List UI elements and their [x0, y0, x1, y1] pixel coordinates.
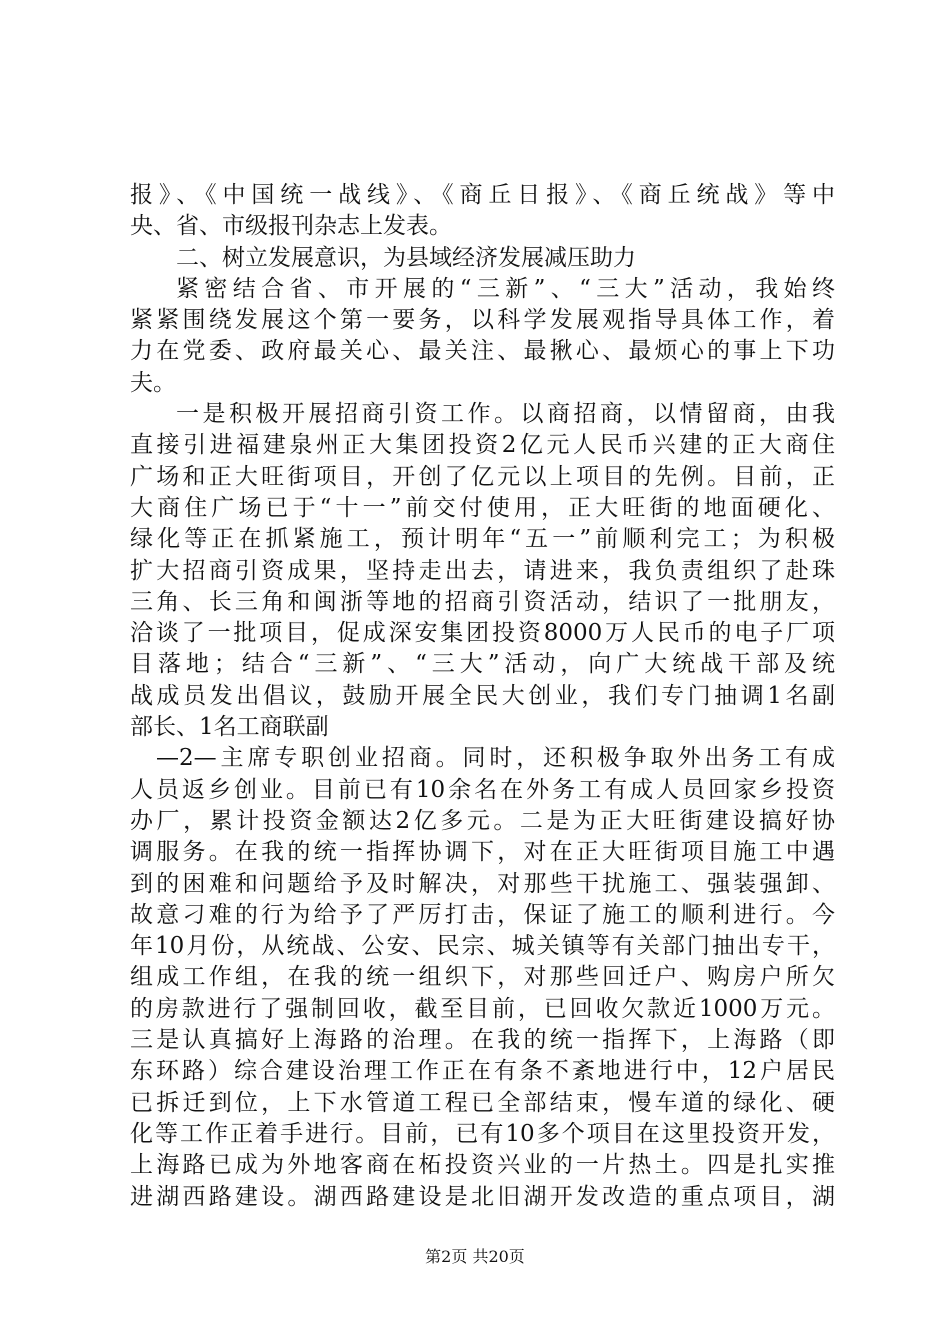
text-line: 东环路）综合建设治理工作正在有条不紊地进行中，12户居民	[130, 1058, 835, 1085]
text-line: 组成工作组，在我的统一组织下，对那些回迁户、购房户所欠	[130, 964, 835, 991]
text-line: 央、省、市级报刊杂志上发表。	[130, 213, 452, 240]
text-line: 化等工作正着手进行。目前，已有10多个项目在这里投资开发，	[130, 1120, 835, 1147]
text-line: 一是积极开展招商引资工作。以商招商，以情留商，由我	[176, 401, 835, 428]
text-line: 夫。	[130, 369, 176, 396]
text-line: —2—主席专职创业招商。同时，还积极争取外出务工有成	[156, 745, 835, 772]
text-line: 报》、《中国统一战线》、《商丘日报》、《商丘统战》等中	[130, 182, 835, 208]
body-text	[130, 180, 835, 1213]
text-line: 力在党委、政府最关心、最关注、最揪心、最烦心的事上下功	[130, 338, 835, 365]
text-line: 紧密结合省、市开展的“三新”、“三大”活动，我始终	[176, 275, 835, 302]
text-line: 人员返乡创业。目前已有10余名在外务工有成人员回家乡投资	[130, 776, 835, 803]
text-line: 三角、长三角和闽浙等地的招商引资活动，结识了一批朋友，	[130, 588, 835, 615]
text-line: 到的困难和问题给予及时解决，对那些干扰施工、强装强卸、	[130, 870, 835, 897]
text-line: 的房款进行了强制回收，截至目前，已回收欠款近1000万元。	[130, 995, 835, 1022]
text-line: 调服务。在我的统一指挥协调下，对在正大旺街项目施工中遇	[130, 839, 835, 866]
text-line: 部长、1名工商联副	[130, 714, 329, 741]
text-line: 三是认真搞好上海路的治理。在我的统一指挥下，上海路（即	[130, 1027, 835, 1054]
text-line: 年10月份，从统战、公安、民宗、城关镇等有关部门抽出专干，	[130, 933, 835, 960]
text-line: 已拆迁到位，上下水管道工程已全部结束，慢车道的绿化、硬	[130, 1089, 835, 1116]
page-number: 第2页 共20页	[425, 1247, 525, 1266]
text-line: 洽谈了一批项目，促成深安集团投资8000万人民币的电子厂项	[130, 620, 835, 647]
text-line: 上海路已成为外地客商在柘投资兴业的一片热土。四是扎实推	[130, 1152, 835, 1179]
text-line: 绿化等正在抓紧施工，预计明年“五一”前顺利完工；为积极	[130, 526, 835, 553]
text-line: 进湖西路建设。湖西路建设是北旧湖开发改造的重点项目，湖	[130, 1183, 835, 1210]
text-line: 战成员发出倡议，鼓励开展全民大创业，我们专门抽调1名副	[130, 682, 835, 709]
text-line: 故意刁难的行为给予了严厉打击，保证了施工的顺利进行。今	[130, 901, 835, 928]
text-line: 目落地；结合“三新”、“三大”活动，向广大统战干部及统	[130, 651, 835, 678]
text-line: 大商住广场已于“十一”前交付使用，正大旺街的地面硬化、	[130, 494, 835, 521]
text-line: 广场和正大旺街项目，开创了亿元以上项目的先例。目前，正	[130, 463, 835, 490]
text-line: 办厂，累计投资金额达2亿多元。二是为正大旺街建设搞好协	[130, 807, 835, 834]
text-line: 紧紧围绕发展这个第一要务，以科学发展观指导具体工作，着	[130, 307, 835, 334]
text-line: 扩大招商引资成果，坚持走出去，请进来，我负责组织了赴珠	[130, 557, 835, 584]
text-line: 直接引进福建泉州正大集团投资2亿元人民币兴建的正大商住	[130, 432, 835, 459]
section-heading: 二、树立发展意识，为县域经济发展减压助力	[176, 244, 636, 271]
